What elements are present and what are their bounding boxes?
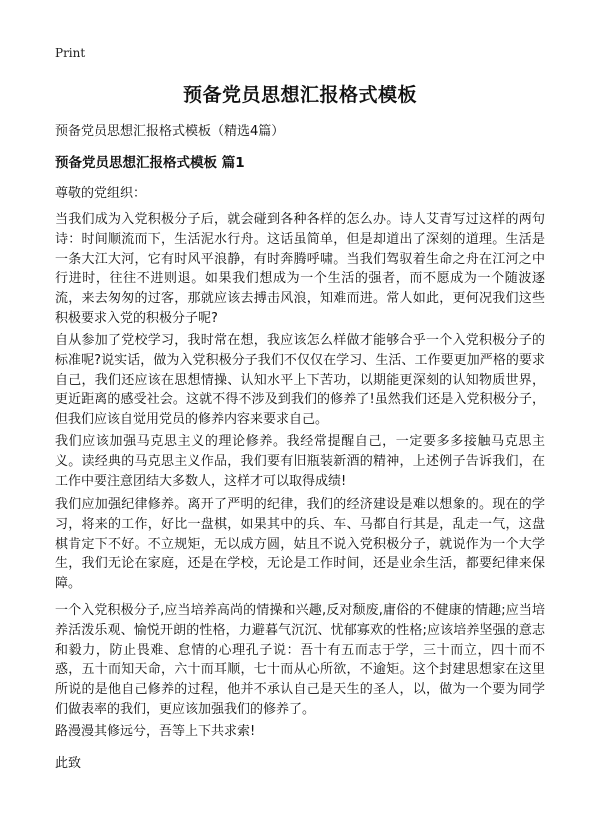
salutation: 尊敬的党组织： bbox=[55, 186, 147, 201]
sign-off: 此致 bbox=[55, 756, 82, 771]
body-paragraph: 一个入党积极分子,应当培养高尚的情操和兴趣,反对颓废,庸俗的不健康的情趣;应当培养活泼乐观、愉悦开朗的性格，力避暮气沉沉、忧郁寡欢的性格;应该培养坚强的意志和毅力，防止畏难、怠情的心理孔子说：吾十有五而志于学，三十而立，四十而不惑，五十而知天命，六十而耳顺，七十而从心所欲，不逾矩。这个封建思想家在这里所说的是他自己修养的过程，他并不承认自己是天生的圣人，以，做为一个要为同学们做表率的我们，更应该加强我们的修养了。 bbox=[55, 603, 545, 717]
closing-line: 路漫漫其修远兮，吾等上下共求索! bbox=[55, 724, 256, 739]
section-heading: 预备党员思想汇报格式模板 篇1 bbox=[55, 155, 245, 171]
document-subtitle: 预备党员思想汇报格式模板（精选4篇） bbox=[55, 124, 285, 139]
print-link[interactable]: Print bbox=[55, 46, 86, 60]
body-paragraph: 自从参加了党校学习，我时常在想，我应该怎么样做才能够合乎一个入党积极分子的标准呢?说实话，做为入党积极分子我们不仅仅在学习、生活、工作要更加严格的要求自己，我们还应该在思想情操、认知水平上下苦功，以期能更深刻的认知物质世界，更近距离的感受社会。这就不得不涉及到我们的修养了!虽然我们还是入党积极分子，但我们应该自觉用党员的修养内容来要求自己。 bbox=[55, 333, 545, 428]
body-paragraph: 我们应加强纪律修养。离开了严明的纪律，我们的经济建设是难以想象的。现在的学习，将来的工作，好比一盘棋，如果其中的兵、车、马都自行其是，乱走一气，这盘棋肯定下不好。不立规矩，无以成方圆，姑且不说入党积极分子，就说作为一个大学生，我们无论在家庭，还是在学校，无论是工作时间，还是业余生活，都要纪律来保障。 bbox=[55, 497, 545, 592]
body-paragraph: 我们应该加强马克思主义的理论修养。我经常提醒自己，一定要多多接触马克思主义。读经典的马克思主义作品，我们要有旧瓶装新酒的精神，上述例子告诉我们，在工作中要注意团结大多数人，这样才可以取得成绩! bbox=[55, 434, 545, 489]
document-title: 预备党员思想汇报格式模板 bbox=[182, 84, 417, 106]
body-paragraph: 当我们成为入党积极分子后，就会碰到各种各样的怎么办。诗人艾青写过这样的两句诗：时间顺流而下，生活泥水行舟。这话虽简单，但是却道出了深刻的道理。生活是一条大江大河，它有时风平浪静，有时奔腾呼啸。当我们驾驭着生命之舟在江河之中行进时，往往不进则退。如果我们想成为一个生活的强者，而不愿成为一个随波逐流，来去匆匆的过客，那就应该去搏击风浪，知难而进。常人如此，更何况我们这些积极要求入党的积极分子呢? bbox=[55, 212, 545, 326]
